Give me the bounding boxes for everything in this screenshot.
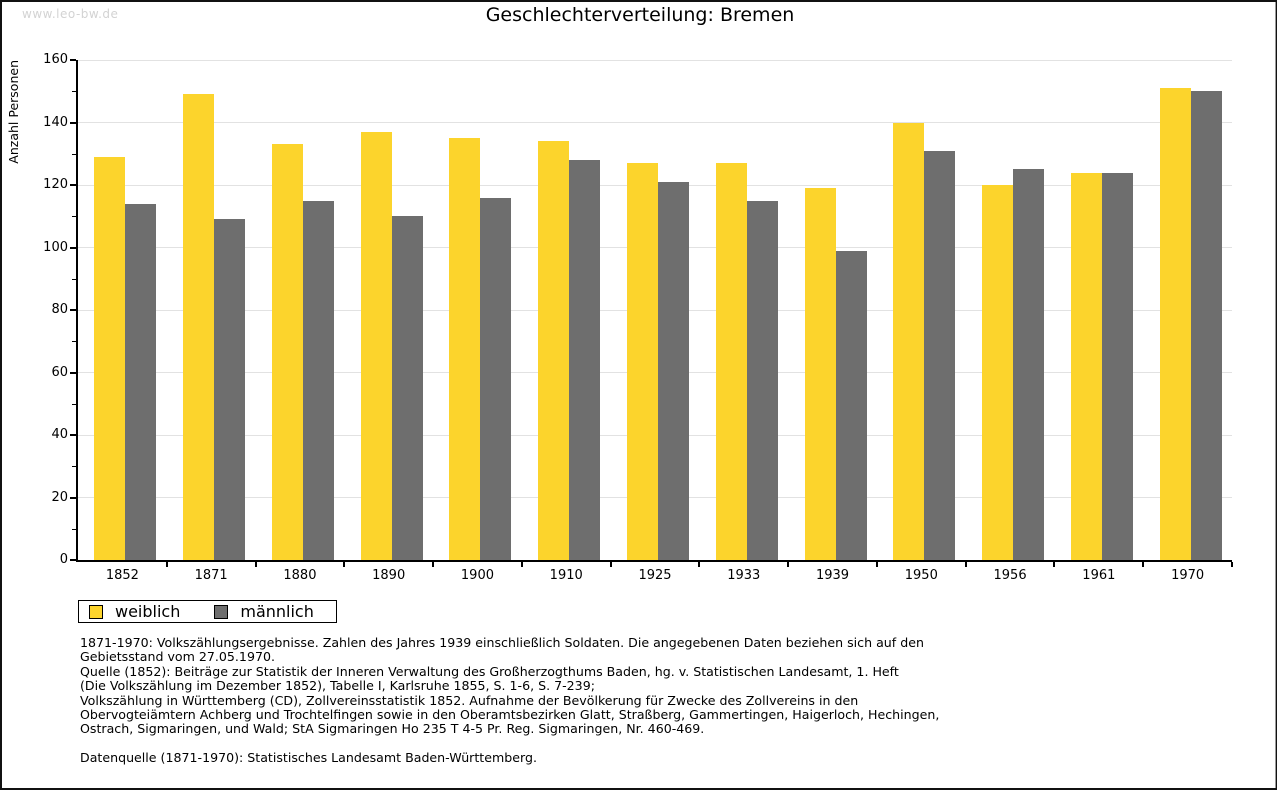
y-minor-tick (72, 216, 76, 217)
bar-maennlich (1013, 169, 1044, 560)
y-minor-tick (72, 341, 76, 342)
bar-maennlich (303, 201, 334, 560)
bar-weiblich (361, 132, 392, 560)
y-tick (70, 434, 76, 436)
y-tick-label: 20 (51, 489, 68, 505)
x-tick-label: 1961 (1082, 568, 1116, 583)
x-tick-label: 1871 (194, 568, 228, 583)
y-tick-label: 80 (51, 302, 68, 317)
bar-maennlich (1102, 173, 1133, 561)
y-tick (70, 497, 76, 499)
x-boundary-tick (610, 562, 612, 567)
y-minor-tick (72, 404, 76, 405)
y-tick-label: 60 (51, 364, 68, 380)
x-boundary-tick (787, 562, 789, 567)
x-tick-label: 1890 (372, 568, 406, 583)
x-axis (76, 560, 1232, 562)
bar-weiblich (805, 188, 836, 560)
y-minor-tick (72, 154, 76, 155)
legend-label: männlich (240, 602, 314, 621)
bar-weiblich (449, 138, 480, 560)
bar-maennlich (747, 201, 778, 560)
y-tick (70, 122, 76, 124)
bar-weiblich (627, 163, 658, 560)
y-axis (76, 60, 78, 562)
bar-weiblich (538, 141, 569, 560)
footnote-line: 1871-1970: Volkszählungsergebnisse. Zahlen des Jahres 1939 einschließlich Soldaten. Die angegebenen Daten beziehen sich auf den (80, 635, 924, 650)
bar-maennlich (392, 216, 423, 560)
y-tick-label: 160 (43, 52, 68, 67)
y-tick (70, 59, 76, 61)
bar-weiblich (94, 157, 125, 560)
legend-item-maennlich (214, 602, 314, 621)
y-tick (70, 184, 76, 186)
x-boundary-tick (698, 562, 700, 567)
x-tick-label: 1950 (904, 568, 938, 583)
bar-weiblich (982, 185, 1013, 560)
y-minor-tick (72, 529, 76, 530)
bar-maennlich (569, 160, 600, 560)
x-boundary-tick (432, 562, 434, 567)
x-boundary-tick (1142, 562, 1144, 567)
bar-maennlich (924, 151, 955, 560)
bar-weiblich (716, 163, 747, 560)
gridline (78, 122, 1232, 123)
x-tick-label: 1933 (727, 568, 761, 583)
y-tick (70, 247, 76, 249)
legend (78, 600, 337, 623)
y-minor-tick (72, 91, 76, 92)
y-tick-label: 0 (59, 552, 68, 567)
bar-maennlich (214, 219, 245, 560)
bar-weiblich (183, 94, 214, 560)
footnote-line: Datenquelle (1871-1970): Statistisches Landesamt Baden-Württemberg. (80, 750, 537, 766)
y-minor-tick (72, 466, 76, 467)
x-tick-label: 1939 (815, 568, 850, 583)
x-boundary-tick (255, 562, 257, 567)
bar-weiblich (1071, 173, 1102, 561)
x-tick-label: 1910 (549, 568, 583, 583)
x-boundary-tick (876, 562, 878, 567)
y-minor-tick (72, 279, 76, 280)
plot-area (43, 52, 1232, 583)
bar-maennlich (125, 204, 156, 560)
x-boundary-tick (965, 562, 967, 567)
y-tick-label: 120 (43, 177, 68, 192)
footnote-line: Quelle (1852): Beiträge zur Statistik der Inneren Verwaltung des Großherzogthums Baden, hg. v. Statistischen Landesamt, 1. Heft (80, 663, 899, 679)
y-tick (70, 372, 76, 374)
footnote-line: Gebietsstand vom 27.05.1970. (80, 649, 275, 665)
legend-item-weiblich (89, 602, 180, 621)
bar-weiblich (893, 123, 924, 561)
x-tick-label: 1880 (283, 568, 317, 583)
page-title: Geschlechterverteilung: Bremen (485, 4, 795, 26)
bar-maennlich (836, 251, 867, 560)
footnote-line: Volkszählung in Württemberg (CD), Zollvereinsstatistik 1852. Aufnahme der Bevölkerung für Zwecke des Zollvereins in den (80, 692, 859, 708)
x-tick-label: 1900 (460, 568, 494, 583)
footnotes (80, 636, 939, 766)
y-tick-label: 140 (43, 114, 68, 130)
footnote-line: Obervogteiämtern Achberg und Trochtelfingen sowie in den Oberamtsbezirken Glatt, Straßberg, Gammertingen, Haigerloch, Hechingen, (80, 707, 940, 723)
bar-maennlich (480, 198, 511, 561)
x-tick-label: 1925 (638, 568, 672, 583)
y-tick-label: 40 (51, 427, 68, 442)
x-boundary-tick (1231, 562, 1233, 567)
x-boundary-tick (1053, 562, 1055, 567)
watermark: www.leo-bw.de (22, 7, 119, 21)
footnote-line (80, 737, 939, 751)
x-tick-label: 1956 (993, 568, 1027, 583)
footnote-line: Ostrach, Sigmaringen, und Wald; StA Sigmaringen Ho 235 T 4-5 Pr. Reg. Sigmaringen, Nr. 460-469. (80, 721, 705, 737)
x-tick-label: 1852 (105, 568, 139, 583)
weiblich-swatch-icon (89, 605, 103, 619)
y-tick (70, 309, 76, 311)
footnote-line: (Die Volkszählung im Dezember 1852), Tabelle I, Karlsruhe 1855, S. 1-6, S. 7-239; (80, 678, 595, 694)
maennlich-swatch-icon (214, 605, 228, 619)
bar-maennlich (658, 182, 689, 560)
x-boundary-tick (166, 562, 168, 567)
bar-weiblich (272, 144, 303, 560)
y-axis-label: Anzahl Personen (6, 60, 21, 164)
gridline (78, 60, 1232, 61)
y-tick-label: 100 (43, 239, 68, 255)
y-tick (70, 559, 76, 561)
x-boundary-tick (521, 562, 523, 567)
legend-label: weiblich (115, 602, 181, 621)
bar-weiblich (1160, 88, 1191, 560)
x-tick-label: 1970 (1171, 568, 1205, 583)
x-boundary-tick (343, 562, 345, 567)
bar-maennlich (1191, 91, 1222, 560)
